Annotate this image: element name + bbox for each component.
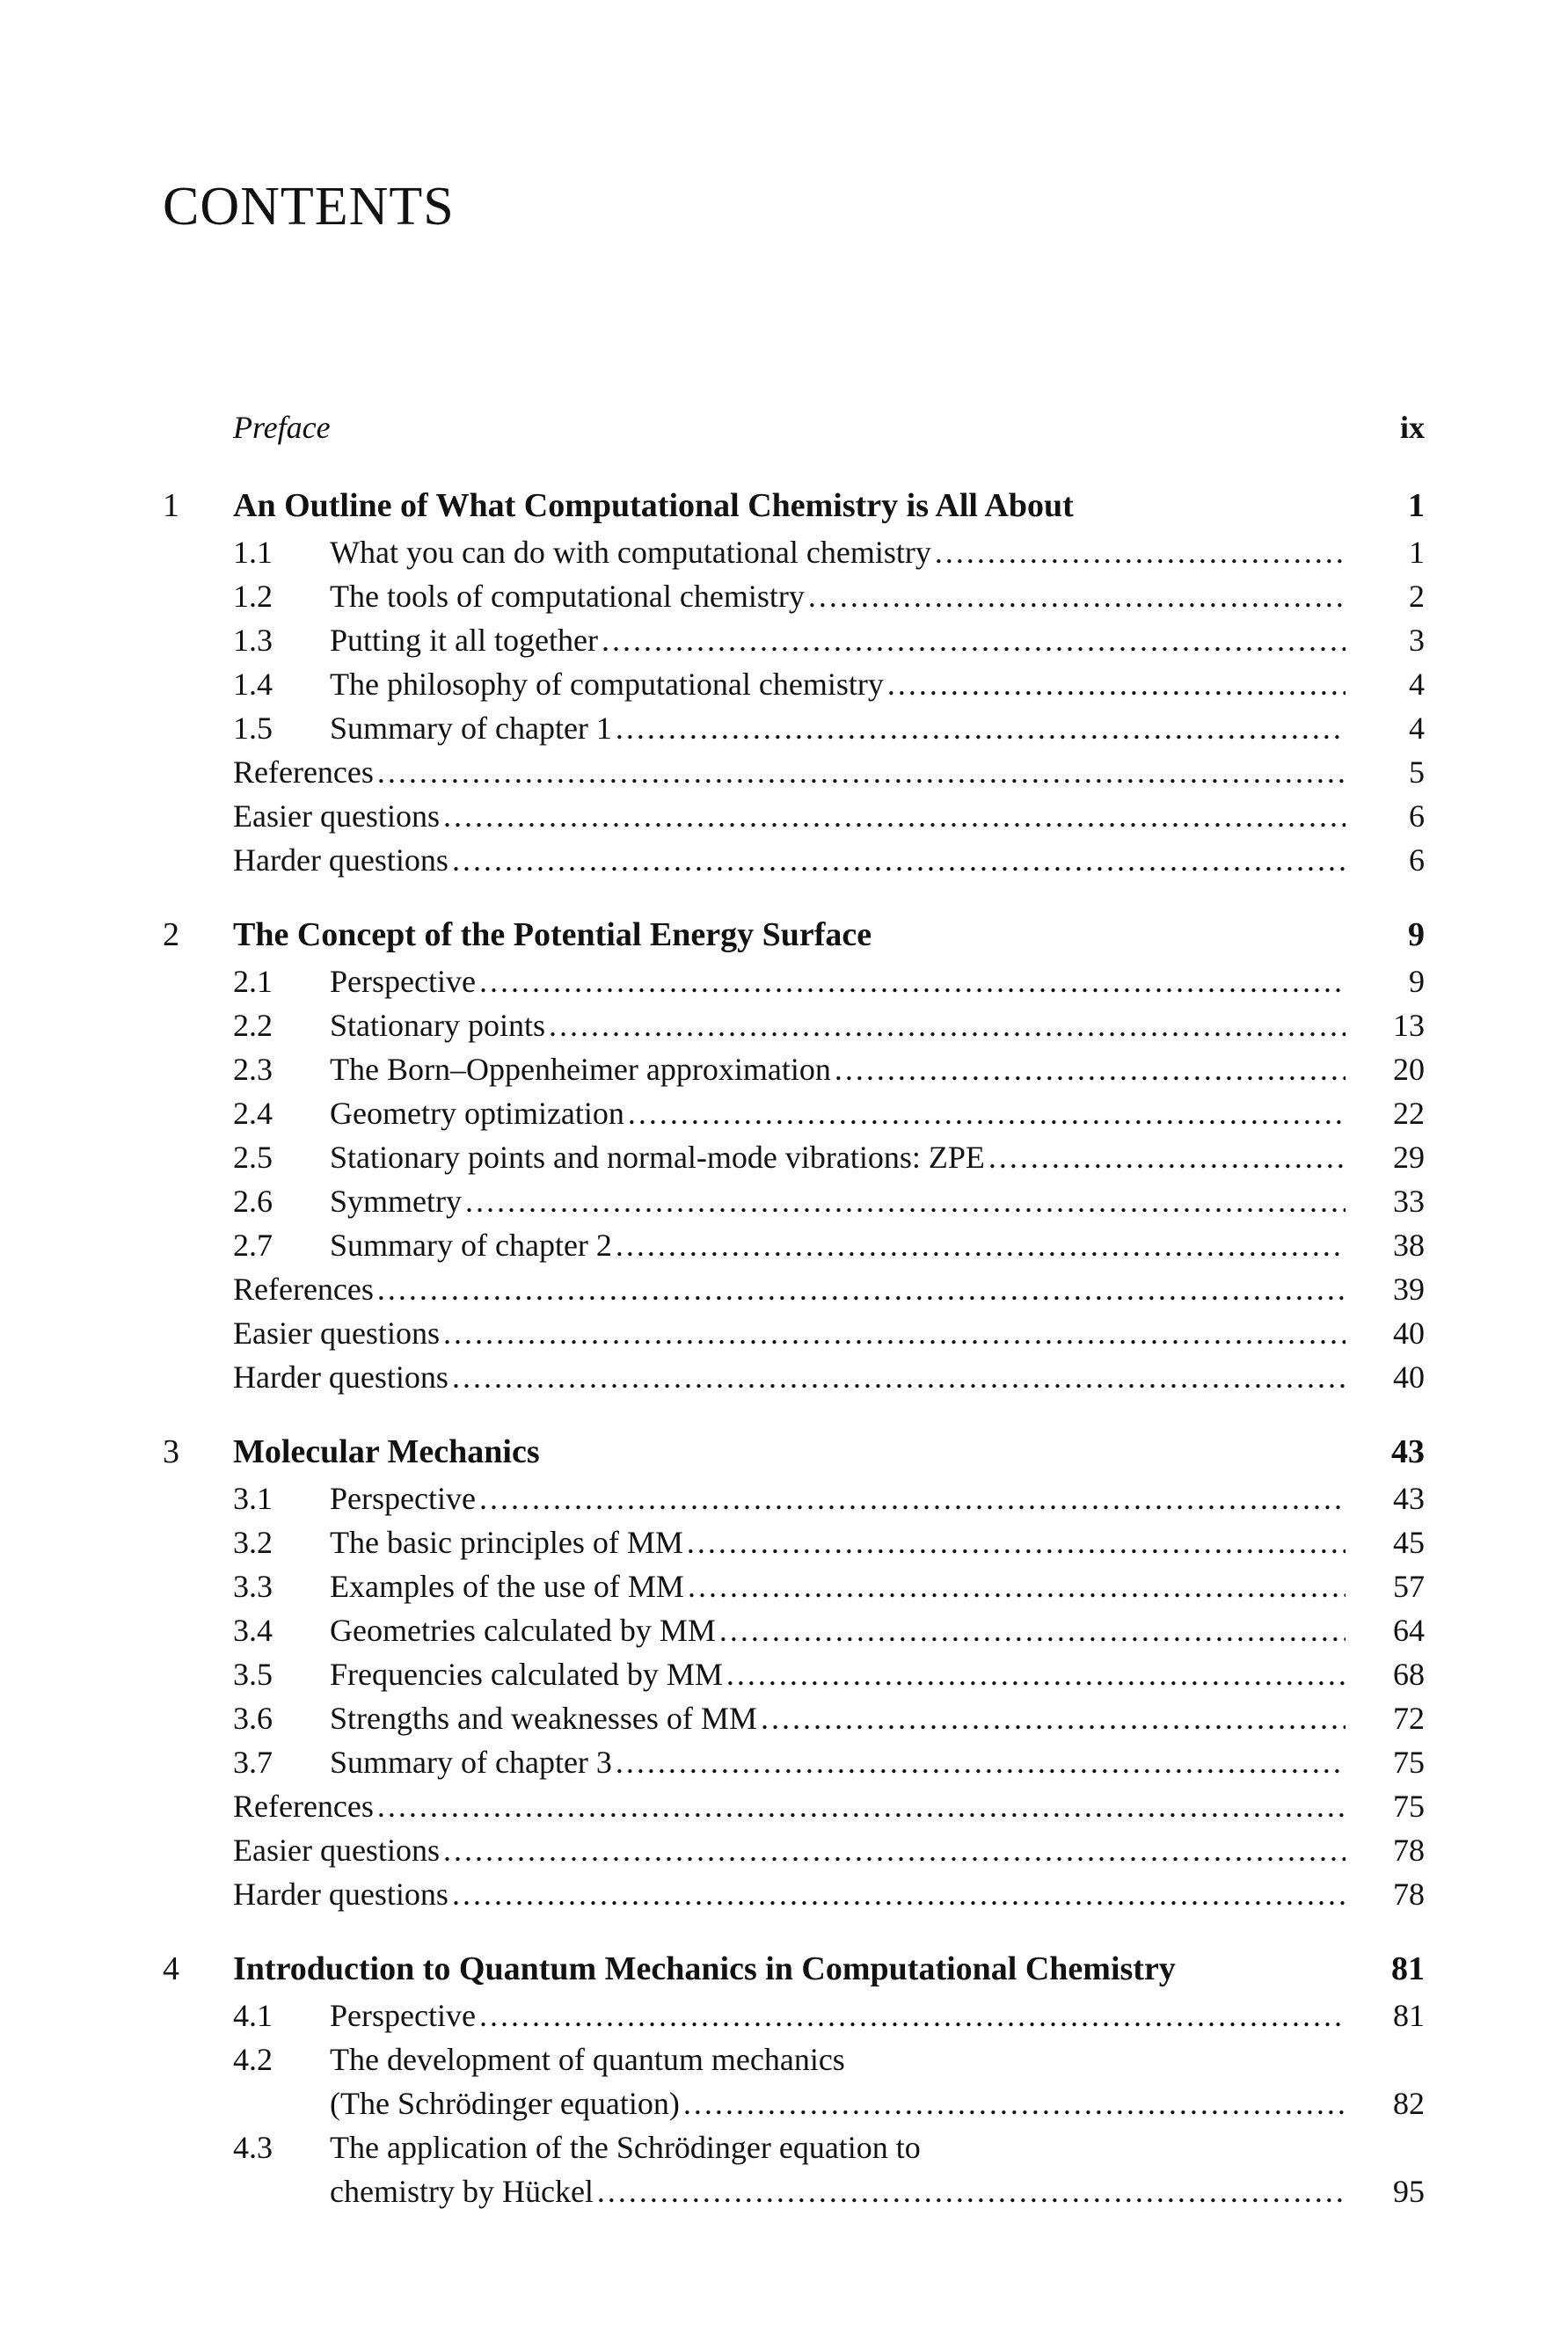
toc-entry-backmatter[interactable] [163,1784,1425,1828]
section-title: (The Schrödinger equation) [330,2086,680,2121]
toc-entry[interactable] [163,1223,1425,1267]
section-number: 3.6 [233,1701,273,1736]
backmatter-title: References [233,754,374,790]
section-page-number: 95 [1393,2174,1425,2209]
entry-lead [233,1047,1346,1091]
chapter-block [163,486,1425,882]
section-title: Symmetry [330,1184,462,1219]
backmatter-page-number: 40 [1393,1359,1425,1395]
dot-leader [452,838,1346,882]
backmatter-title: Easier questions [233,798,440,834]
preface-title: Preface [233,410,331,445]
dot-leader [452,1355,1346,1399]
section-title: Strengths and weaknesses of MM [330,1701,757,1736]
toc-entry[interactable] [163,1564,1425,1608]
toc-entry-backmatter[interactable] [163,1311,1425,1355]
entry-lead [233,1135,1346,1179]
chapter-block [163,1950,1425,2213]
section-page-number: 4 [1409,711,1425,746]
section-number: 3.4 [233,1613,273,1648]
dot-leader [688,1564,1346,1608]
entry-lead [233,1993,1346,2037]
entry-lead [233,750,1346,794]
page-title: CONTENTS [163,177,455,237]
section-number: 2.7 [233,1228,273,1263]
section-title: Summary of chapter 1 [330,711,612,746]
backmatter-title: Harder questions [233,1359,449,1395]
backmatter-page-number: 78 [1393,1833,1425,1868]
section-title: The philosophy of computational chemistry [330,667,884,702]
entry-lead [233,838,1346,882]
entry-lead [233,1179,1346,1223]
dot-leader [726,1652,1346,1696]
section-number: 2.2 [233,1008,273,1043]
toc-entry[interactable] [163,1179,1425,1223]
backmatter-page-number: 6 [1409,842,1425,878]
toc-entry[interactable] [163,662,1425,706]
entry-lead [233,1696,1346,1740]
toc-entry[interactable] [163,1652,1425,1696]
toc-entry[interactable] [163,706,1425,750]
section-page-number: 81 [1393,1998,1425,2033]
section-page-number: 9 [1409,964,1425,999]
section-number: 2.4 [233,1096,273,1131]
section-title: What you can do with computational chemistry [330,535,931,570]
toc-entry[interactable] [163,1091,1425,1135]
section-page-number: 64 [1393,1613,1425,1648]
dot-leader [452,1872,1346,1916]
chapter-page-number: 1 [1408,487,1425,524]
dot-leader [479,959,1346,1003]
toc-entry[interactable] [163,1003,1425,1047]
section-number: 2.6 [233,1184,273,1219]
dot-leader [465,1179,1346,1223]
entry-lead [233,794,1346,838]
section-title: The tools of computational chemistry [330,579,805,614]
toc-preface[interactable] [163,409,1425,453]
toc-entry[interactable] [163,574,1425,618]
section-number: 1.1 [233,535,273,570]
section-number: 2.3 [233,1052,273,1087]
chapter-heading[interactable] [163,1432,1425,1476]
toc-entry-backmatter[interactable] [163,794,1425,838]
section-number: 2.5 [233,1140,273,1175]
toc-entry[interactable] [163,1993,1425,2037]
entry-lead [233,1828,1346,1872]
dot-leader [935,530,1346,574]
chapter-title: Introduction to Quantum Mechanics in Computational Chemistry [233,1950,1176,1987]
toc-entry[interactable] [163,1476,1425,1520]
dot-leader [761,1696,1346,1740]
section-title: Geometries calculated by MM [330,1613,716,1648]
chapter-number: 4 [163,1950,179,1987]
entry-lead [233,706,1346,750]
section-page-number: 75 [1393,1745,1425,1780]
chapter-heading[interactable] [163,1950,1425,1993]
section-page-number: 22 [1393,1096,1425,1131]
entry-lead [233,1003,1346,1047]
table-of-contents [163,409,1425,2247]
toc-entry[interactable] [163,618,1425,662]
chapter-title: An Outline of What Computational Chemistry is All About [233,487,1074,524]
section-page-number: 33 [1393,1184,1425,1219]
chapter-page-number: 81 [1391,1950,1425,1987]
dot-leader [479,1476,1346,1520]
entry-lead [233,1311,1346,1355]
toc-entry-backmatter[interactable] [163,1267,1425,1311]
section-page-number: 72 [1393,1701,1425,1736]
backmatter-page-number: 39 [1393,1272,1425,1307]
section-number: 1.5 [233,711,273,746]
preface-page: ix [1399,410,1425,445]
section-page-number: 20 [1393,1052,1425,1087]
backmatter-page-number: 40 [1393,1316,1425,1351]
entry-lead [233,1223,1346,1267]
backmatter-title: Harder questions [233,842,449,878]
dot-leader [887,662,1346,706]
chapter-page-number: 9 [1408,916,1425,953]
toc-entry[interactable] [163,959,1425,1003]
toc-entry[interactable] [163,1520,1425,1564]
chapter-number: 2 [163,916,179,953]
toc-entry-backmatter[interactable] [163,838,1425,882]
entry-lead [233,1652,1346,1696]
section-title: Perspective [330,1481,476,1516]
dot-leader [377,750,1346,794]
backmatter-page-number: 75 [1393,1789,1425,1824]
toc-entry[interactable] [163,1135,1425,1179]
section-number: 3.7 [233,1745,273,1780]
entry-lead [233,1520,1346,1564]
backmatter-title: References [233,1272,374,1307]
section-title: Frequencies calculated by MM [330,1657,723,1692]
chapter-page-number: 43 [1391,1433,1425,1470]
entry-lead [233,662,1346,706]
section-number: 3.1 [233,1481,273,1516]
dot-leader [479,1993,1346,2037]
entry-lead [233,1872,1346,1916]
dot-leader [616,1223,1346,1267]
dot-leader [377,1784,1346,1828]
dot-leader [687,1520,1346,1564]
section-number: 1.4 [233,667,273,702]
dot-leader [443,1828,1346,1872]
section-title: The Born–Oppenheimer approximation [330,1052,831,1087]
chapter-title: Molecular Mechanics [233,1433,540,1470]
chapter-title: The Concept of the Potential Energy Surface [233,916,872,953]
toc-entry[interactable] [163,1696,1425,1740]
dot-leader [602,618,1346,662]
toc-entry[interactable] [163,1740,1425,1784]
section-page-number: 4 [1409,667,1425,702]
entry-lead [233,1267,1346,1311]
section-page-number: 68 [1393,1657,1425,1692]
toc-entry-backmatter[interactable] [163,750,1425,794]
section-title: Stationary points [330,1008,545,1043]
section-title-line: The application of the Schrödinger equation to [330,2130,921,2165]
section-page-number: 2 [1409,579,1425,614]
entry-lead [233,2081,1346,2125]
dot-leader [616,706,1346,750]
section-title: Geometry optimization [330,1096,624,1131]
section-page-number: 57 [1393,1569,1425,1604]
chapter-list [163,486,1425,2213]
entry-lead [233,2169,1346,2213]
entry-lead [233,530,1346,574]
section-number: 2.1 [233,964,273,999]
section-title: chemistry by Hückel [330,2174,594,2209]
section-page-number: 45 [1393,1525,1425,1560]
entry-lead [233,1091,1346,1135]
chapter-heading[interactable] [163,486,1425,530]
section-title: Examples of the use of MM [330,1569,684,1604]
dot-leader [443,1311,1346,1355]
dot-leader [683,2081,1346,2125]
section-number: 1.2 [233,579,273,614]
section-title: The basic principles of MM [330,1525,683,1560]
section-title: Summary of chapter 2 [330,1228,612,1263]
dot-leader [835,1047,1346,1091]
dot-leader [597,2169,1346,2213]
chapter-number: 1 [163,487,179,524]
chapter-heading[interactable] [163,915,1425,959]
toc-entry[interactable] [163,2081,1425,2125]
toc-entry-backmatter[interactable] [163,1872,1425,1916]
chapter-block [163,915,1425,1399]
section-title: Perspective [330,964,476,999]
toc-entry-continued[interactable] [163,2125,1425,2169]
backmatter-page-number: 5 [1409,754,1425,790]
entry-lead [233,1784,1346,1828]
dot-leader [443,794,1346,838]
backmatter-page-number: 78 [1393,1877,1425,1912]
backmatter-title: Easier questions [233,1833,440,1868]
dot-leader [616,1740,1346,1784]
toc-entry[interactable] [163,1608,1425,1652]
dot-leader [719,1608,1346,1652]
section-title: Perspective [330,1998,476,2033]
section-title-line: The development of quantum mechanics [330,2042,845,2077]
dot-leader [549,1003,1346,1047]
section-page-number: 43 [1393,1481,1425,1516]
entry-lead [233,1740,1346,1784]
toc-entry[interactable] [163,530,1425,574]
toc-entry-continued[interactable] [163,2037,1425,2081]
section-page-number: 38 [1393,1228,1425,1263]
section-page-number: 82 [1393,2086,1425,2121]
section-page-number: 13 [1393,1008,1425,1043]
chapter-block [163,1432,1425,1916]
backmatter-title: References [233,1789,374,1824]
section-page-number: 29 [1393,1140,1425,1175]
entry-lead [233,1608,1346,1652]
entry-lead [233,1355,1346,1399]
entry-lead [233,618,1346,662]
entry-lead [233,959,1346,1003]
backmatter-page-number: 6 [1409,798,1425,834]
section-number: 4.2 [233,2042,273,2077]
section-title: Summary of chapter 3 [330,1745,612,1780]
section-number: 1.3 [233,623,273,658]
backmatter-title: Easier questions [233,1316,440,1351]
section-number: 3.3 [233,1569,273,1604]
section-page-number: 1 [1409,535,1425,570]
toc-entry-backmatter[interactable] [163,1828,1425,1872]
dot-leader [988,1135,1346,1179]
section-title: Stationary points and normal-mode vibrations: ZPE [330,1140,985,1175]
section-number: 3.5 [233,1657,273,1692]
dot-leader [628,1091,1346,1135]
section-number: 4.3 [233,2130,273,2165]
chapter-number: 3 [163,1433,179,1470]
section-number: 4.1 [233,1998,273,2033]
backmatter-title: Harder questions [233,1877,449,1912]
dot-leader [808,574,1346,618]
entry-lead [233,1476,1346,1520]
section-number: 3.2 [233,1525,273,1560]
entry-lead [233,1564,1346,1608]
toc-entry-backmatter[interactable] [163,1355,1425,1399]
toc-entry[interactable] [163,2169,1425,2213]
entry-lead [233,574,1346,618]
dot-leader [377,1267,1346,1311]
toc-entry[interactable] [163,1047,1425,1091]
section-page-number: 3 [1409,623,1425,658]
section-title: Putting it all together [330,623,598,658]
